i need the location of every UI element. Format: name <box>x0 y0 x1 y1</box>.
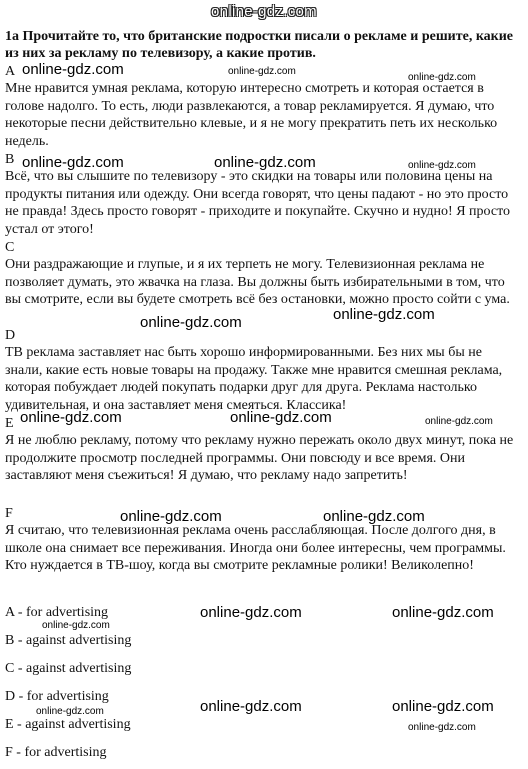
section-text-e: Я не люблю рекламу, потому что рекламу нужно пережать около двух минут, пока не продолжите просмотр последней программы. Они повсюду и все время. Они заставляют меня съежиться! Я думаю, что рекламу надо запретить! <box>5 433 514 484</box>
watermark: online-gdz.com <box>22 154 124 171</box>
answer-b: B - against advertising <box>5 633 132 648</box>
watermark: online-gdz.com <box>214 154 316 171</box>
watermark: online-gdz.com <box>230 409 332 426</box>
watermark: online-gdz.com <box>22 61 124 78</box>
watermark: online-gdz.com <box>42 620 110 631</box>
section-text-b: Всё, что вы слышите по телевизору - это скидки на товары или половина цены на продукты питания или одежду. Они всегда говорят, что цены падают - но это просто не правда! Здесь просто говорят - приходите и покупайте. Скучно и нудно! Я просто устал от этого! <box>5 169 511 237</box>
answer-a: A - for advertising <box>5 605 109 620</box>
section-text-c: Они раздражающие и глупые, и я их терпеть не могу. Телевизионная реклама не позволяет думать, это жвачка на глаза. Вы должны быть избирательными в том, что вы смотрите, если вы будете смотреть всё без остановки, можно просто сойти с ума. <box>5 257 510 308</box>
section-text-d: ТВ реклама заставляет нас быть хорошо информированными. Без них мы бы не знали, какие есть новые товары на продажу. Также мне нравится смешная реклама, которая побуждает людей покупать подарки друг для друга. Реклама настолько удивительная, и она заставляет меня смеяться. Классика! <box>5 345 503 413</box>
section-letter-d: D <box>5 328 16 343</box>
answer-c: C - against advertising <box>5 661 132 676</box>
watermark: online-gdz.com <box>408 160 476 171</box>
section-letter-e: E <box>5 416 14 431</box>
watermark: online-gdz.com <box>228 66 296 77</box>
watermark: online-gdz.com <box>408 72 476 83</box>
section-letter-a: A <box>5 64 16 79</box>
section-letter-c: C <box>5 240 15 255</box>
watermark: online-gdz.com <box>36 706 104 717</box>
section-text-f: Я считаю, что телевизионная реклама очень расслабляющая. После долгого дня, в школе она снимает все переживания. Иногда они более интересны, чем программы. Кто нуждается в ТВ-шоу, когда вы смотрите рекламные ролики! Великолепно! <box>5 523 506 574</box>
watermark: online-gdz.com <box>200 604 302 621</box>
watermark: online-gdz.com <box>120 508 222 525</box>
task-title: 1a Прочитайте то, что британские подростки писали о рекламе и решите, какие из них за рекламу по телевизору, а какие против. <box>5 29 514 61</box>
watermark: online-gdz.com <box>140 314 242 331</box>
section-text-a: Мне нравится умная реклама, которую интересно смотреть и которая остается в голове надолго. То есть, люди развлекаются, а товар рекламируется. Я думаю, что некоторые песни действительно клевые, и я не могу прекратить петь их несколько недель. <box>5 81 498 149</box>
watermark: online-gdz.com <box>333 306 435 323</box>
watermark: online-gdz.com <box>425 416 493 427</box>
watermark: online-gdz.com <box>392 698 494 715</box>
answer-f: F - for advertising <box>5 745 107 760</box>
section-letter-f: F <box>5 506 13 521</box>
watermark: online-gdz.com <box>20 409 122 426</box>
answer-e: E - against advertising <box>5 717 131 732</box>
watermark: online-gdz.com <box>408 722 476 733</box>
watermark: online-gdz.com <box>323 508 425 525</box>
watermark: online-gdz.com <box>200 698 302 715</box>
answer-d: D - for advertising <box>5 689 109 704</box>
header-watermark: online-gdz.com <box>211 3 317 20</box>
section-letter-b: B <box>5 152 15 167</box>
watermark: online-gdz.com <box>392 604 494 621</box>
